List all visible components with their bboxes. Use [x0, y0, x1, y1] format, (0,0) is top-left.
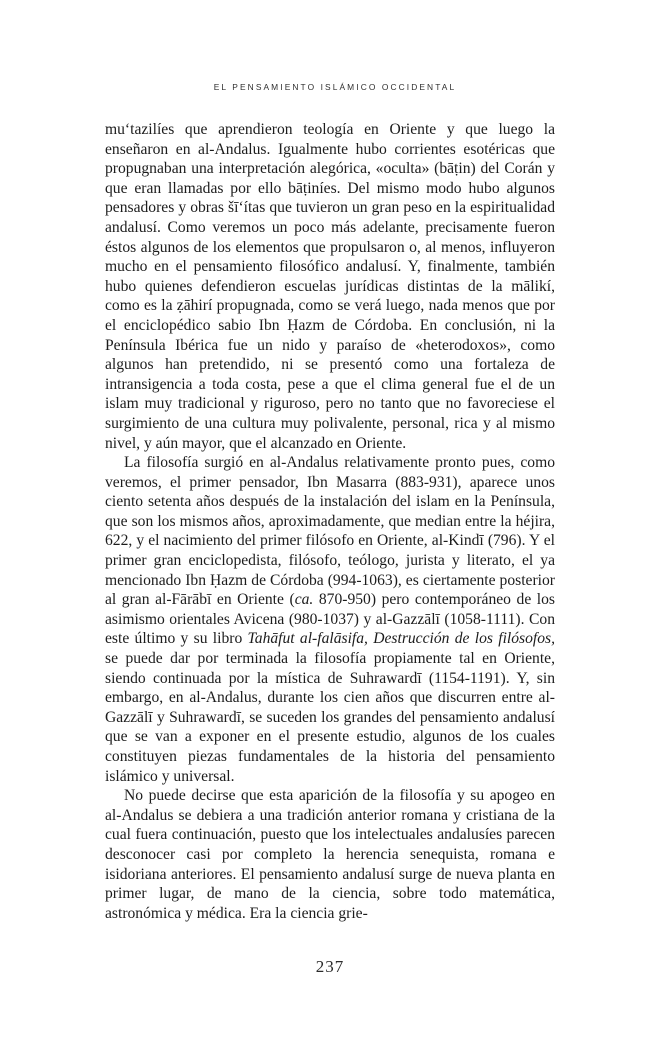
- paragraph-1: [105, 120, 555, 453]
- paragraph-2: [105, 453, 555, 786]
- paragraph-3-text: No puede decirse que esta aparición de la filosofía y su apogeo en al-Andalus se debiera a una tradición anterior romana y cristiana de la cual fuera continuación, puesto que los intelectuales andalusíes parecen desconocer casi por completo la herencia senequista, romana e isidoriana anteriores. El pensamiento andalusí surge de nueva planta en primer lugar, de mano de la ciencia, sobre todo matemática, astronómica y médica. Era la ciencia grie-: [105, 787, 555, 922]
- body-text: [105, 120, 555, 923]
- paragraph-3: [105, 786, 555, 923]
- running-head: EL PENSAMIENTO ISLÁMICO OCCIDENTAL: [213, 82, 457, 92]
- paragraph-1-text: mu‘tazilíes que aprendieron teología en Oriente y que luego la enseñaron en al-Andalus. Igualmente hubo corrientes esotéricas que propugnaban una interpretación alegórica, «oculta» (bāṭin) del Corán y que eran llamadas por ello bāṭiníes. Del mismo modo hubo algunos pensadores y obras šī‘ítas que tuvieron un gran peso en la espiritualidad andalusí. Como veremos un poco más adelante, precisamente fueron éstos algunos de los elementos que propulsaron o, al menos, influyeron mucho en el pensamiento filosófico andalusí. Y, finalmente, también hubo quienes defendieron escuelas jurídicas distintas de la mālikí, como es la ẓāhirí propugnada, como se verá luego, nada menos que por el enciclopédico sabio Ibn Ḥazm de Córdoba. En conclusión, ni la Península Ibérica fue un nido y paraíso de «heterodoxos», como algunos han pretendido, ni se presentó como una fortaleza de intransigencia a toda costa, pese a que el clima general fue el de un islam muy tradicional y riguroso, pero no tanto que no favoreciese el surgimiento de una cultura muy polivalente, personal, rica y al mismo nivel, y aún mayor, que el alcanzado en Oriente.: [105, 121, 555, 452]
- paragraph-2-text: La filosofía surgió en al-Andalus relativamente pronto pues, como veremos, el primer pensador, Ibn Masarra (883-931), aparece unos ciento setenta años después de la instalación del islam en la Península, que son los mismos años, aproximadamente, que median entre la héjira, 622, y el nacimiento del primer filósofo en Oriente, al-Kindī (796). Y el primer gran enciclopedista, filósofo, teólogo, jurista y literato, el ya mencionado Ibn Ḥazm de Córdoba (994-1063), es ciertamente posterior al gran al-Fārābī en Oriente (ca. 870-950) pero contemporáneo de los asimismo orientales Avicena (980-1037) y al-Gazzālī (1058-1111). Con este último y su libro Tahāfut al-falāsifa, Destrucción de los filósofos, se puede dar por terminada la filosofía propiamente tal en Oriente, siendo continuada por la mística de Suhrawardī (1154-1191). Y, sin embargo, en al-Andalus, durante los cien años que discurren entre al-Gazzālī y Suhrawardī, se suceden los grandes del pensamiento andalusí que se van a exponer en el presente estudio, algunos de los cuales constituyen piezas fundamentales de la historia del pensamiento islámico y universal.: [105, 454, 555, 785]
- page-number: 237: [315, 957, 345, 976]
